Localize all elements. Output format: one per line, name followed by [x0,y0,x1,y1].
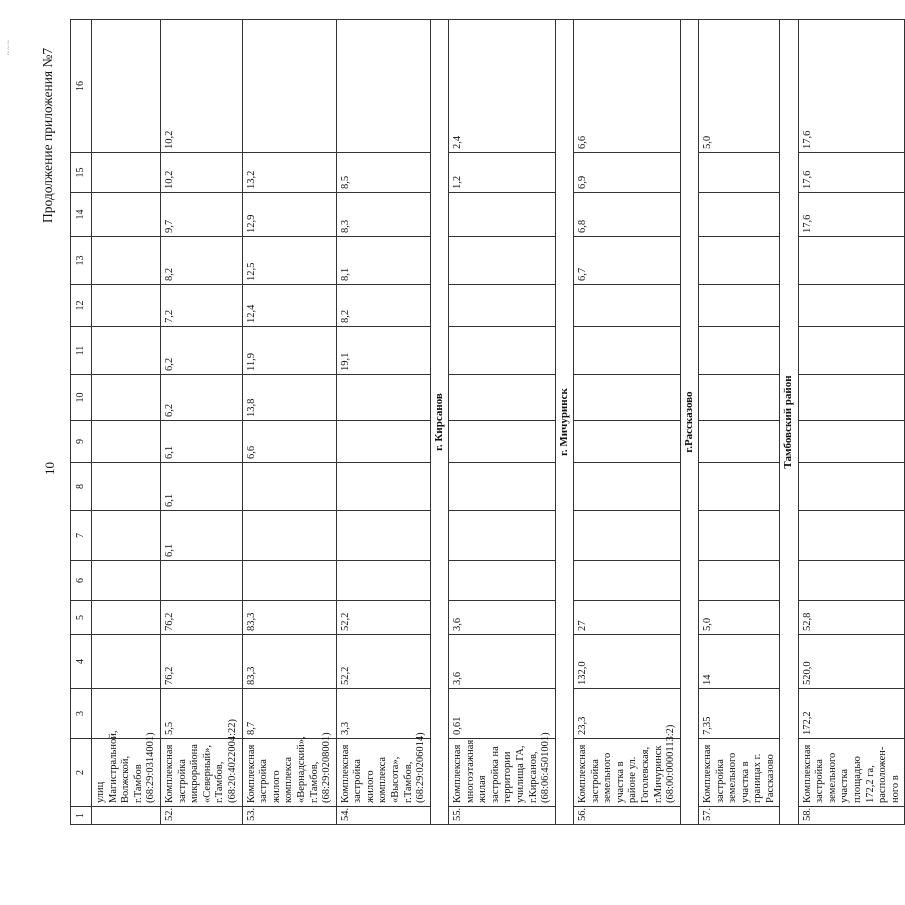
region-label: г.Рассказово [680,20,698,825]
value-cell: 52,8 [798,601,905,635]
value-cell: 12,9 [242,193,336,237]
column-number-cell: 15 [71,153,92,193]
value-cell: 6,7 [573,237,680,285]
value-cell [798,237,905,285]
value-cell [698,463,780,511]
value-cell [449,285,556,327]
value-cell [92,689,161,739]
value-cell [449,561,556,601]
value-cell: 132,0 [573,635,680,689]
value-cell [798,327,905,375]
value-cell [92,237,161,285]
column-number-cell: 10 [71,375,92,421]
table-row [336,20,430,825]
value-cell: 10,2 [160,153,242,193]
value-cell [449,327,556,375]
value-cell [160,561,242,601]
row-number-cell: 55. [449,807,556,825]
value-cell [698,193,780,237]
value-cell [242,511,336,561]
column-number-row [71,20,92,825]
region-row [555,20,573,825]
value-cell [698,375,780,421]
row-number-cell: 57. [698,807,780,825]
value-cell: 13,8 [242,375,336,421]
value-cell: 76,2 [160,635,242,689]
table-row [160,20,242,825]
value-cell [698,421,780,463]
value-cell: 14 [698,635,780,689]
object-name-cell: Комплексная застройка жилого комплекса «Высота», г.Тамбов, (68:29:0206014) [336,739,430,807]
column-number-cell: 9 [71,421,92,463]
value-cell: 17,6 [798,20,905,153]
value-cell: 8,7 [242,689,336,739]
value-cell [92,511,161,561]
value-cell [92,561,161,601]
column-number-cell: 3 [71,689,92,739]
value-cell: 5,5 [160,689,242,739]
value-cell: 6,2 [160,375,242,421]
value-cell: 6,2 [160,327,242,375]
column-number-cell: 2 [71,739,92,807]
region-row [680,20,698,825]
value-cell [92,375,161,421]
value-cell [573,463,680,511]
column-number-cell: 11 [71,327,92,375]
appendix-title: Продолжение приложения №7 [40,47,55,223]
value-cell [92,285,161,327]
value-cell [798,561,905,601]
value-cell: 9,7 [160,193,242,237]
column-number-cell: 14 [71,193,92,237]
value-cell [573,285,680,327]
value-cell: 6,1 [160,463,242,511]
object-name-cell: Комплексная застройка жилого комплекса «Вернадский», г.Тамбов, (68:29:0208001) [242,739,336,807]
value-cell [798,421,905,463]
value-cell: 8,2 [336,285,430,327]
value-cell: 520,0 [798,635,905,689]
value-cell [92,327,161,375]
value-cell: 6,1 [160,511,242,561]
value-cell [573,421,680,463]
value-cell [336,561,430,601]
value-cell [449,463,556,511]
object-name-cell: Комплексная многоэтажная жилая застройка на территории училища ГА, г.Кирсанов, (68:06:4501001) [449,739,556,807]
column-number-cell: 6 [71,561,92,601]
value-cell: 83,3 [242,601,336,635]
value-cell [698,237,780,285]
value-cell [242,20,336,153]
value-cell [698,511,780,561]
table-row [573,20,680,825]
margin-note: ~~~ [4,39,13,55]
value-cell: 23,3 [573,689,680,739]
region-row [430,20,448,825]
table-row [698,20,780,825]
value-cell: 52,2 [336,601,430,635]
value-cell [573,375,680,421]
value-cell: 11,9 [242,327,336,375]
row-number-cell: 52. [160,807,242,825]
value-cell [449,237,556,285]
value-cell [92,635,161,689]
region-label: Тамбовский район [780,20,798,825]
value-cell: 172,2 [798,689,905,739]
object-name-cell: Комплексная застройка земельного участка площадью 172,2 га, расположен- ного в [798,739,905,807]
row-number-cell: 56. [573,807,680,825]
value-cell: 6,8 [573,193,680,237]
column-number-cell: 16 [71,20,92,153]
value-cell: 6,1 [160,421,242,463]
object-name-cell: улиц Магистральной, Волжской, г.Тамбов (68:29:0314001) [92,739,161,807]
value-cell [798,463,905,511]
value-cell: 83,3 [242,635,336,689]
object-name-cell: Комплексная застройка микрорайона «Северный», г.Тамбов, (68:20:4022004:22) [160,739,242,807]
row-number-cell: 54. [336,807,430,825]
table-row [92,20,161,825]
value-cell: 6,6 [573,20,680,153]
value-cell [449,375,556,421]
value-cell: 3,6 [449,601,556,635]
value-cell [798,511,905,561]
value-cell [336,463,430,511]
value-cell [336,421,430,463]
object-name-cell: Комплексная застройка земельного участка в районе ул. Гоголевская, г.Мичуринск (68:00:0000113:2) [573,739,680,807]
value-cell: 52,2 [336,635,430,689]
value-cell [336,511,430,561]
column-number-cell: 13 [71,237,92,285]
value-cell: 19,1 [336,327,430,375]
value-cell [242,463,336,511]
value-cell [698,561,780,601]
value-cell [92,601,161,635]
value-cell: 5,0 [698,20,780,153]
value-cell: 76,2 [160,601,242,635]
column-number-cell: 1 [71,807,92,825]
value-cell [798,375,905,421]
value-cell: 12,5 [242,237,336,285]
value-cell: 8,5 [336,153,430,193]
table-row [798,20,905,825]
object-name-cell: Комплексная застройка земельного участка в границах г. Рассказово [698,739,780,807]
value-cell [336,20,430,153]
value-cell [698,153,780,193]
page-number: 10 [42,462,57,475]
column-number-cell: 5 [71,601,92,635]
value-cell: 3,3 [336,689,430,739]
value-cell: 8,1 [336,237,430,285]
table-row [242,20,336,825]
column-number-cell: 7 [71,511,92,561]
value-cell [242,561,336,601]
value-cell [449,421,556,463]
row-number-cell [92,807,161,825]
value-cell: 2,4 [449,20,556,153]
value-cell: 17,6 [798,193,905,237]
value-cell: 8,2 [160,237,242,285]
table-body [71,20,905,825]
value-cell [698,285,780,327]
data-table [70,19,905,825]
value-cell: 3,6 [449,635,556,689]
value-cell: 12,4 [242,285,336,327]
column-number-cell: 12 [71,285,92,327]
value-cell [92,193,161,237]
region-label: г. Кирсанов [430,20,448,825]
row-number-cell: 53. [242,807,336,825]
table-row [449,20,556,825]
row-number-cell: 58. [798,807,905,825]
value-cell: 13,2 [242,153,336,193]
value-cell [92,421,161,463]
value-cell: 1,2 [449,153,556,193]
value-cell: 5,0 [698,601,780,635]
value-cell [92,20,161,153]
column-number-cell: 4 [71,635,92,689]
value-cell: 10,2 [160,20,242,153]
region-row [780,20,798,825]
value-cell: 27 [573,601,680,635]
value-cell [573,327,680,375]
value-cell [698,327,780,375]
value-cell: 6,9 [573,153,680,193]
value-cell [449,193,556,237]
value-cell [449,511,556,561]
value-cell [573,511,680,561]
value-cell: 7,2 [160,285,242,327]
value-cell [92,153,161,193]
column-number-cell: 8 [71,463,92,511]
value-cell [573,561,680,601]
value-cell: 6,6 [242,421,336,463]
value-cell: 17,6 [798,153,905,193]
value-cell [92,463,161,511]
value-cell [336,375,430,421]
value-cell: 8,3 [336,193,430,237]
region-label: г. Мичуринск [555,20,573,825]
value-cell: 0,61 [449,689,556,739]
value-cell: 7,35 [698,689,780,739]
value-cell [798,285,905,327]
